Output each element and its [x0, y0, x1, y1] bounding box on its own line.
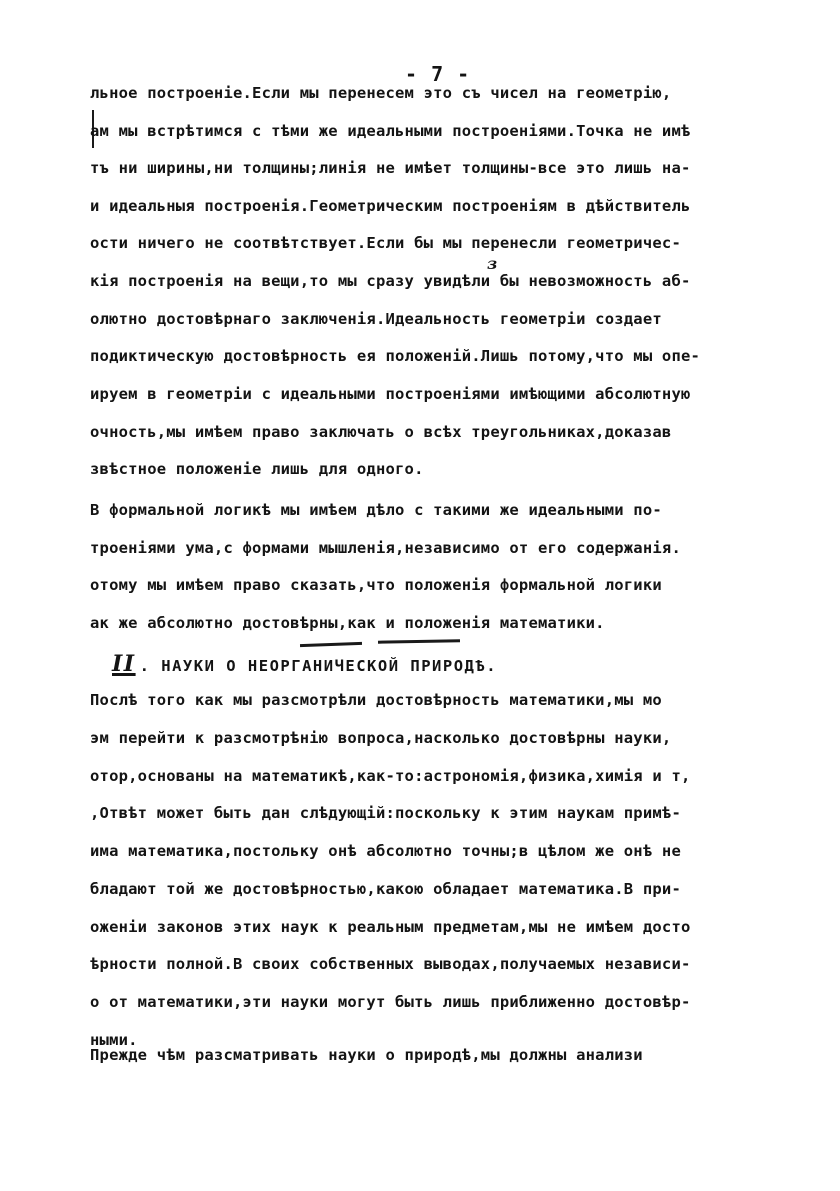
text-line: бладают той же достовѣрностью,какою обладает математика.В при-: [90, 880, 681, 898]
text-line: оженіи законов этих наук к реальным предметам,мы не имѣем досто: [90, 918, 691, 936]
text-line: отому мы имѣем право сказать,что положенія формальной логики: [90, 576, 662, 594]
text-line: ными.: [90, 1031, 138, 1049]
text-line: троеніями ума,с формами мышленія,независимо от его содержанія.: [90, 539, 681, 557]
section-numeral: II: [112, 651, 136, 677]
text-line: олютно достовѣрнаго заключенія.Идеальность геометріи создает: [90, 310, 662, 328]
text-line: звѣстное положеніе лишь для одного.: [90, 460, 424, 478]
text-line: ам мы встрѣтимся с тѣми же идеальными построеніями.Точка не имѣ: [90, 122, 691, 140]
text-line: Прежде чѣм разсматривать науки о природѣ,мы должны анализи: [90, 1046, 643, 1064]
text-line: ируем в геометріи с идеальными построеніями имѣющими абсолютную: [90, 385, 691, 403]
text-line: кія построенія на вещи,то мы сразу увидѣли бы невозможность аб-: [90, 272, 691, 290]
text-line: ак же абсолютно достовѣрны,как и положенія математики.: [90, 614, 605, 632]
text-line: льное построеніе.Если мы перенесем это съ чисел на геометрію,: [90, 84, 672, 102]
pen-underline: [300, 642, 362, 647]
text-line: отор,основаны на математикѣ,как-то:астрономія,физика,химія и т,: [90, 767, 691, 785]
text-line: ѣрности полной.В своих собственных выводах,получаемых независи-: [90, 955, 691, 973]
handwritten-correction: з: [487, 254, 498, 273]
text-line: има математика,постольку онѣ абсолютно точны;в цѣлом же онѣ не: [90, 842, 681, 860]
text-line: тъ ни ширины,ни толщины;линія не имѣет толщины-все это лишь на-: [90, 159, 691, 177]
pen-underline: [378, 639, 460, 643]
text-line: и идеальныя построенія.Геометрическим построеніям в дѣйствитель: [90, 197, 691, 215]
section-heading: [112, 651, 497, 677]
text-line: о от математики,эти науки могут быть лишь приближенно достовѣр-: [90, 993, 691, 1011]
text-line: ,Отвѣт может быть дан слѣдующій:поскольку к этим наукам примѣ-: [90, 804, 681, 822]
page-number: - 7 -: [405, 62, 471, 86]
section-title: . НАУКИ О НЕОРГАНИЧЕСКОЙ ПРИРОДѢ.: [139, 657, 498, 675]
text-line: Послѣ того как мы разсмотрѣли достовѣрность математики,мы мо: [90, 691, 662, 709]
text-line: ости ничего не соотвѣтствует.Если бы мы перенесли геометричес-: [90, 234, 681, 252]
text-line: эм перейти к разсмотрѣнію вопроса,насколько достовѣрны науки,: [90, 729, 672, 747]
text-line: подиктическую достовѣрность ея положеній.Лишь потому,что мы опе-: [90, 347, 701, 365]
text-line: В формальной логикѣ мы имѣем дѣло с такими же идеальными по-: [90, 501, 662, 519]
text-line: очность,мы имѣем право заключать о всѣх треугольниках,доказав: [90, 423, 672, 441]
